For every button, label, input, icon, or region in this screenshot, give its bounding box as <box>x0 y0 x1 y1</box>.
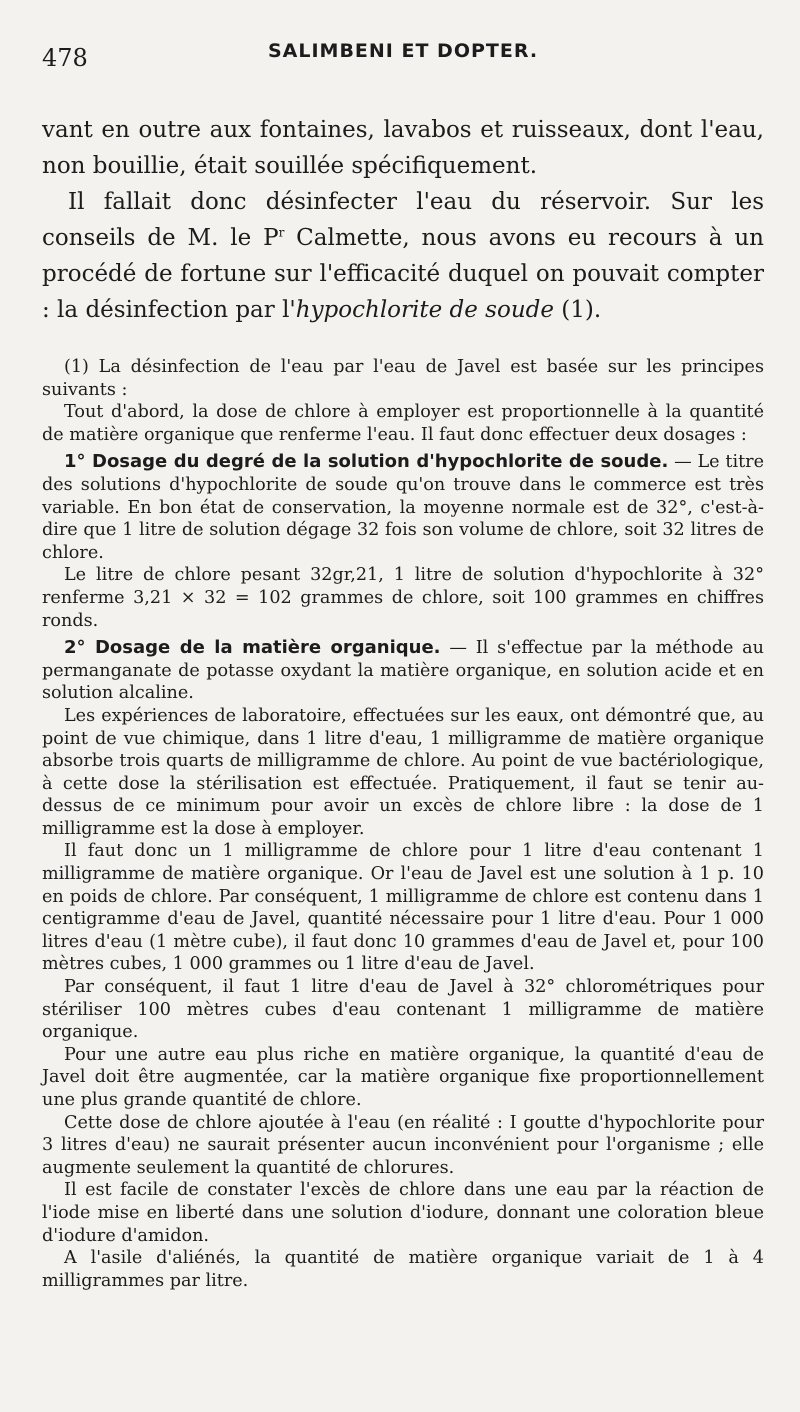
footnote-subhead-2: 2° Dosage de la matière organique. <box>64 637 441 659</box>
footnote-para-3 <box>42 451 764 564</box>
footnote-para-12: A l'asile d'aliénés, la quantité de matière organique variait de 1 à 4 milligrammes par litre. <box>42 1248 764 1291</box>
main-paragraph-2-text-b: Calmette, nous avons eu recours à un procédé de fortune sur l'efficacité duquel on pouvait compter : la désinfection par l' <box>42 225 764 323</box>
footnote-para-9: Pour une autre eau plus riche en matière organique, la quantité d'eau de Javel doit être augmentée, car la matière organique fixe proportionnellement une plus grande quantité de chlore. <box>42 1044 764 1110</box>
page-header <box>42 28 764 72</box>
footnote-para-3-body: — Le titre des solutions d'hypochlorite de soude qu'on trouve dans le commerce est très variable. En bon état de conservation, la moyenne normale est de 32°, c'est-à-dire que 1 litre de solution dégage 32 fois son volume de chlore, soit 32 litres de chlore. <box>42 452 764 563</box>
book-page <box>42 28 764 1292</box>
footnote-para-11: Il est facile de constater l'excès de chlore dans une eau par la réaction de l'iode mise en liberté dans une solution d'iodure, donnant une coloration bleue d'iodure d'amidon. <box>42 1180 764 1246</box>
footnote-para-5-body: — Il s'effectue par la méthode au permanganate de potasse oxydant la matière organique, en solution acide et en solution alcaline. <box>42 638 764 704</box>
footnote-ref: (1). <box>553 297 602 323</box>
footnote-para-7: Il faut donc un 1 milligramme de chlore pour 1 litre d'eau contenant 1 milligramme de matière organique. Or l'eau de Javel est une solution à 1 p. 10 en poids de chlore. Par conséquent, 1 milligramme de chlore est contenu dans 1 centigramme d'eau de Javel, quantité nécessaire pour 1 litre d'eau. Pour 1 000 litres d'eau (1 mètre cube), il faut donc 10 grammes d'eau de Javel et, pour 100 mètres cubes, 1 000 grammes ou 1 litre d'eau de Javel. <box>42 841 764 975</box>
page-number: 478 <box>42 44 88 72</box>
footnote-para-2: Tout d'abord, la dose de chlore à employer est proportionnelle à la quantité de matière organique que renferme l'eau. Il faut donc effectuer deux dosages : <box>42 402 764 445</box>
main-paragraph-2-text: Il fallait donc désinfecter l'eau du réservoir. Sur les conseils de M. le P <box>42 189 764 251</box>
main-paragraph-1: vant en outre aux fontaines, lavabos et ruisseaux, dont l'eau, non bouillie, était souillée spécifiquement. <box>42 117 764 179</box>
footnote-subhead-1: 1° Dosage du degré de la solution d'hypochlorite de soude. <box>64 451 669 473</box>
professor-abbrev-sup: r <box>278 225 285 240</box>
footnote-para-5 <box>42 637 764 705</box>
footnote <box>42 356 764 1292</box>
main-paragraph-2 <box>42 184 764 328</box>
footnote-para-8: Par conséquent, il faut 1 litre d'eau de Javel à 32° chlorométriques pour stériliser 100 mètres cubes d'eau contenant 1 milligramme de matière organique. <box>42 977 764 1043</box>
footnote-para-1: (1) La désinfection de l'eau par l'eau de Javel est basée sur les principes suivants : <box>42 357 764 400</box>
running-head: SALIMBENI ET DOPTER. <box>267 40 539 62</box>
main-text <box>42 112 764 328</box>
footnote-para-10: Cette dose de chlore ajoutée à l'eau (en réalité : I goutte d'hypochlorite pour 3 litres d'eau) ne saurait présenter aucun inconvénient pour l'organisme ; elle augmente seulement la quantité de chlorures. <box>42 1112 764 1178</box>
footnote-para-6: Les expériences de laboratoire, effectuées sur les eaux, ont démontré que, au point de vue chimique, dans 1 litre d'eau, 1 milligramme de matière organique absorbe trois quarts de milligramme de chlore. Au point de vue bactériologique, à cette dose la stérilisation est effectuée. Pratiquement, il faut se tenir au-dessus de ce minimum pour avoir un excès de chlore libre : la dose de 1 milligramme est la dose à employer. <box>42 705 764 839</box>
hypochlorite-term: hypochlorite de soude <box>295 297 554 323</box>
footnote-para-4: Le litre de chlore pesant 32gr,21, 1 litre de solution d'hypochlorite à 32° renferme 3,21 × 32 = 102 grammes de chlore, soit 100 grammes en chiffres ronds. <box>42 565 764 631</box>
